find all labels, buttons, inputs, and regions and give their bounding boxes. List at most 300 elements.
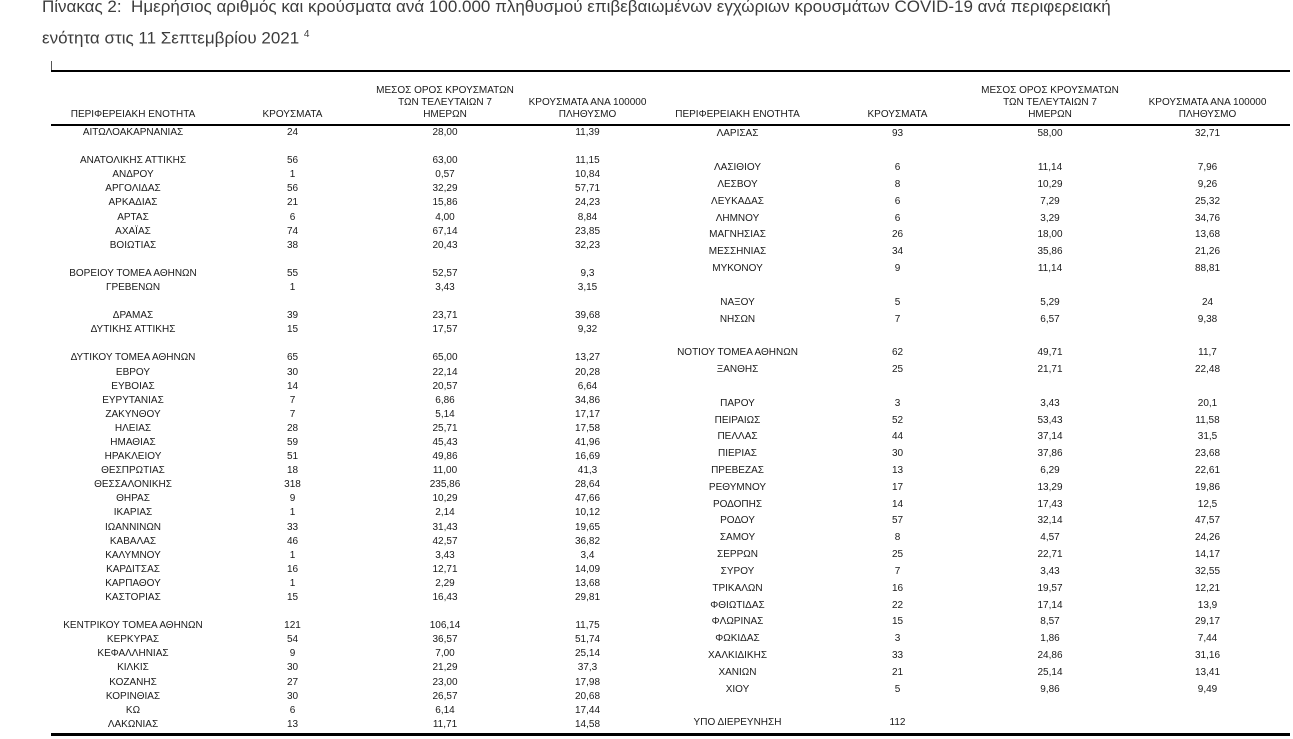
avg7-cell: 7,29: [1040, 195, 1060, 207]
region-name-cell: ΚΟΖΑΝΗΣ: [109, 676, 157, 688]
region-name-cell: ΚΕΦΑΛΛΗΝΙΑΣ: [97, 648, 169, 660]
table-gap-row: [655, 328, 1290, 345]
cases-cell: [820, 379, 975, 396]
table-row: [51, 168, 655, 182]
per100k-cell: 39,68: [574, 310, 601, 322]
cases-cell: 7: [289, 408, 296, 420]
table-row: [655, 530, 1290, 547]
table-row: [655, 547, 1290, 564]
avg7-cell: 7,00: [435, 648, 455, 660]
table-row: [51, 661, 655, 675]
avg7-cell: [975, 698, 1125, 715]
footnote-marker: 4: [303, 29, 310, 40]
region-name-cell: ΠΕΛΛΑΣ: [717, 431, 758, 443]
avg7-cell: 5,29: [1040, 296, 1060, 308]
per100k-cell: 13,41: [1194, 666, 1221, 678]
region-name-cell: ΗΡΑΚΛΕΙΟΥ: [104, 451, 162, 463]
per100k-cell: 11,15: [575, 155, 600, 167]
per100k-cell: 16,69: [574, 451, 601, 463]
table-row: [655, 681, 1290, 698]
cases-cell: 121: [284, 620, 301, 632]
avg7-cell: 11,71: [432, 718, 458, 730]
per100k-cell: 19,86: [1194, 481, 1221, 493]
cases-cell: [215, 140, 370, 154]
avg7-cell: [975, 379, 1125, 396]
region-name-cell: ΛΑΚΩΝΙΑΣ: [107, 718, 159, 730]
cases-cell: 22: [891, 599, 904, 611]
header-per100k: ΚΡΟΥΣΜΑΤΑ ΑΝΑ 100000 ΠΛΗΘΥΣΜΟ: [520, 72, 655, 125]
table-row: [655, 631, 1290, 648]
per100k-cell: 11,7: [1198, 347, 1217, 359]
avg7-cell: 67,14: [432, 225, 458, 237]
per100k-cell: [520, 140, 655, 154]
region-name-cell: ΘΕΣΣΑΛΟΝΙΚΗΣ: [94, 479, 172, 491]
region-name-cell: ΑΝΑΤΟΛΙΚΗΣ ΑΤΤΙΚΗΣ: [79, 155, 187, 167]
cases-cell: 8: [894, 532, 901, 544]
region-name-cell: ΕΒΡΟΥ: [115, 366, 151, 378]
per100k-cell: 20,1: [1197, 397, 1218, 409]
table-row: [51, 125, 655, 140]
cases-cell: 9: [289, 493, 296, 505]
avg7-cell: 0,57: [435, 169, 455, 181]
table-row: [655, 463, 1290, 480]
header-avg7: ΜΕΣΟΣ ΟΡΟΣ ΚΡΟΥΣΜΑΤΩΝ ΤΩΝ ΤΕΛΕΥΤΑΙΩΝ 7 ΗΜΕΡΩΝ: [370, 72, 520, 125]
table-row: [655, 160, 1290, 177]
region-name-cell: ΑΡΤΑΣ: [117, 211, 149, 223]
table-row: [655, 715, 1290, 732]
cases-cell: 3: [894, 633, 901, 645]
per100k-cell: 3,4: [580, 549, 595, 561]
per100k-cell: [520, 337, 655, 351]
cases-cell: 1: [289, 549, 296, 561]
per100k-cell: 25,32: [1194, 195, 1221, 207]
cases-cell: 62: [891, 347, 904, 359]
per100k-cell: 12,5: [1197, 498, 1218, 510]
cases-cell: 55: [286, 267, 299, 279]
per100k-cell: 17,44: [574, 704, 601, 716]
table-row: [51, 436, 655, 450]
table-row: [655, 227, 1290, 244]
avg7-cell: 2,14: [435, 507, 455, 519]
cases-cell: 30: [286, 662, 299, 674]
table-row: [51, 535, 655, 549]
region-name-cell: ΛΑΣΙΘΙΟΥ: [714, 162, 761, 174]
cases-cell: 57: [891, 515, 904, 527]
per100k-cell: 31,5: [1197, 431, 1218, 443]
avg7-cell: 49,86: [432, 451, 458, 463]
avg7-cell: [975, 715, 1125, 732]
cases-cell: 26: [891, 229, 904, 241]
avg7-cell: 10,29: [432, 493, 458, 505]
region-name-cell: ΥΠΟ ΔΙΕΡΕΥΝΗΣΗ: [693, 717, 782, 729]
cases-cell: 52: [891, 414, 904, 426]
region-name-cell: ΚΑΡΠΑΘΟΥ: [105, 577, 161, 589]
per100k-cell: 11,58: [1195, 414, 1220, 426]
avg7-cell: [370, 337, 520, 351]
cases-cell: 56: [286, 183, 299, 195]
avg7-cell: 32,29: [432, 183, 458, 195]
avg7-cell: 18,00: [1037, 229, 1063, 241]
region-name-cell: ΚΩ: [125, 704, 141, 716]
per100k-cell: 14,58: [574, 718, 601, 730]
cases-cell: 13: [286, 718, 299, 730]
per100k-cell: [1125, 715, 1290, 732]
region-name-cell: ΑΡΓΟΛΙΔΑΣ: [105, 183, 161, 195]
region-name-cell: ΜΥΚΟΝΟΥ: [712, 263, 763, 275]
per100k-cell: 41,3: [577, 465, 598, 477]
cases-cell: 74: [286, 225, 299, 237]
region-name-cell: ΝΟΤΙΟΥ ΤΟΜΕΑ ΑΘΗΝΩΝ: [677, 347, 798, 359]
avg7-cell: 4,57: [1040, 532, 1060, 544]
per100k-cell: 9,3: [580, 267, 595, 279]
region-name-cell: ΛΕΣΒΟΥ: [717, 179, 758, 190]
region-name-cell: ΦΩΚΙΔΑΣ: [715, 633, 760, 645]
avg7-cell: 11,14: [1037, 162, 1063, 174]
per100k-cell: 37,3: [577, 662, 598, 674]
avg7-cell: 6,86: [435, 394, 455, 406]
region-name-cell: ΘΗΡΑΣ: [116, 493, 150, 505]
table-row: [51, 366, 655, 380]
table-row: [655, 261, 1290, 278]
region-name-cell: ΒΟΙΩΤΙΑΣ: [109, 239, 157, 251]
cases-cell: 27: [286, 676, 299, 688]
avg7-cell: 11,00: [432, 465, 458, 477]
region-name-cell: ΚΕΝΤΡΙΚΟΥ ΤΟΜΕΑ ΑΘΗΝΩΝ: [63, 620, 203, 632]
avg7-cell: 3,43: [435, 282, 455, 293]
per100k-cell: 41,96: [574, 437, 601, 448]
cases-cell: 30: [286, 690, 299, 702]
per100k-cell: 11,75: [575, 620, 600, 632]
region-name-cell: ΓΡΕΒΕΝΩΝ: [105, 282, 161, 293]
avg7-cell: 106,14: [429, 620, 461, 632]
per100k-cell: 57,71: [574, 183, 601, 195]
table-row: [655, 193, 1290, 210]
table-row: [51, 154, 655, 168]
per100k-cell: 24: [1201, 296, 1214, 308]
cases-cell: 21: [891, 666, 904, 678]
per100k-cell: 21,26: [1194, 246, 1221, 258]
table-row: [51, 196, 655, 210]
cases-cell: 33: [891, 650, 904, 662]
region-name-cell: ΔΥΤΙΚΟΥ ΤΟΜΕΑ ΑΘΗΝΩΝ: [70, 352, 196, 364]
cases-cell: 30: [891, 448, 904, 460]
table-row: [655, 564, 1290, 581]
avg7-cell: [370, 295, 520, 309]
avg7-cell: 25,71: [432, 422, 458, 434]
cases-cell: 28: [286, 422, 299, 434]
cases-cell: 5: [894, 296, 901, 308]
per100k-cell: [1125, 379, 1290, 396]
region-name-cell: ΛΑΡΙΣΑΣ: [716, 128, 759, 140]
table-row: [51, 704, 655, 718]
region-name-cell: ΑΝΔΡΟΥ: [112, 169, 154, 181]
cases-cell: 39: [286, 310, 299, 322]
table-title-line1: Πίνακας 2: Ημερήσιος αριθμός και κρούσματα ανά 100.000 πληθυσμού επιβεβαιωμένων εγχώριων κρουσμάτων COVID-19 ανά περιφερειακή: [42, 0, 1111, 16]
cases-cell: 21: [286, 197, 299, 209]
per100k-cell: 22,48: [1194, 364, 1221, 376]
cases-cell: 3: [894, 397, 901, 409]
avg7-cell: 20,57: [432, 380, 458, 392]
region-name-cell: [655, 698, 820, 715]
cases-cell: 33: [286, 521, 299, 533]
avg7-cell: 25,14: [1037, 666, 1063, 678]
per100k-cell: [520, 605, 655, 619]
region-name-cell: ΑΧΑΪΑΣ: [115, 225, 151, 237]
table-row: [655, 294, 1290, 311]
table-row: [51, 408, 655, 422]
table-gap-row: [655, 278, 1290, 295]
table-row: [51, 690, 655, 704]
avg7-cell: 37,14: [1037, 431, 1063, 443]
region-name-cell: ΔΥΤΙΚΗΣ ΑΤΤΙΚΗΣ: [90, 324, 176, 336]
region-name-cell: ΧΙΟΥ: [725, 683, 750, 695]
region-name-cell: ΕΥΡΥΤΑΝΙΑΣ: [102, 394, 164, 406]
per100k-cell: 14,09: [574, 563, 601, 575]
avg7-cell: 53,43: [1037, 414, 1063, 426]
table-row: [51, 323, 655, 337]
per100k-cell: [520, 295, 655, 309]
header-cases: ΚΡΟΥΣΜΑΤΑ: [215, 72, 370, 125]
cases-cell: [215, 605, 370, 619]
avg7-cell: 52,57: [432, 267, 458, 279]
table-gap-row: [51, 253, 655, 267]
avg7-cell: 16,43: [432, 592, 458, 604]
region-name-cell: ΚΑΒΑΛΑΣ: [109, 535, 157, 547]
avg7-cell: 21,71: [1037, 364, 1063, 376]
cases-cell: 1: [289, 577, 296, 589]
table-row: [655, 429, 1290, 446]
table-gap-row: [655, 698, 1290, 715]
per100k-cell: 19,65: [574, 521, 601, 533]
table-row: [51, 549, 655, 563]
table-row: [655, 362, 1290, 379]
per100k-cell: 32,71: [1194, 128, 1221, 140]
table-row: [51, 309, 655, 323]
per100k-cell: 9,38: [1197, 313, 1218, 325]
region-name-cell: ΤΡΙΚΑΛΩΝ: [712, 582, 763, 594]
avg7-cell: 65,00: [432, 352, 458, 364]
avg7-cell: 9,86: [1040, 683, 1060, 695]
table-row: [655, 412, 1290, 429]
avg7-cell: 58,00: [1037, 128, 1063, 140]
cases-cell: 17: [891, 481, 904, 493]
table-row: [51, 577, 655, 591]
table-row: [51, 380, 655, 394]
per100k-cell: 88,81: [1194, 263, 1221, 275]
region-name-cell: ΚΑΡΔΙΤΣΑΣ: [106, 563, 160, 575]
table-row: [51, 450, 655, 464]
table-row: [51, 492, 655, 506]
avg7-cell: 4,00: [435, 211, 455, 223]
region-name-cell: ΦΘΙΩΤΙΔΑΣ: [710, 599, 765, 611]
avg7-cell: 3,29: [1040, 212, 1060, 224]
table-row: [655, 125, 1290, 143]
cases-cell: 15: [286, 592, 299, 604]
avg7-cell: 23,00: [432, 676, 458, 688]
region-name-cell: ΠΡΕΒΕΖΑΣ: [711, 464, 764, 476]
table-row: [655, 446, 1290, 463]
table-header-left: [51, 72, 655, 125]
region-name-cell: ΚΕΡΚΥΡΑΣ: [106, 634, 160, 646]
table-gap-row: [51, 605, 655, 619]
region-name-cell: ΦΛΩΡΙΝΑΣ: [711, 616, 764, 628]
avg7-cell: [975, 143, 1125, 160]
table-row: [655, 665, 1290, 682]
table-title-line2: ενότητα στις 11 Σεπτεμβρίου 2021 $^4$: [42, 28, 310, 48]
per100k-cell: [1125, 143, 1290, 160]
region-name-cell: ΠΙΕΡΙΑΣ: [718, 448, 757, 460]
per100k-cell: 28,64: [574, 479, 601, 491]
table-row: [51, 676, 655, 690]
avg7-cell: 22,71: [1037, 549, 1063, 561]
region-name-cell: [51, 295, 215, 309]
region-name-cell: ΗΛΕΙΑΣ: [114, 422, 152, 434]
per100k-cell: 17,58: [574, 422, 601, 434]
region-name-cell: ΙΚΑΡΙΑΣ: [113, 507, 153, 519]
left-edge-tick: [51, 61, 52, 70]
region-name-cell: ΞΑΝΘΗΣ: [716, 364, 759, 376]
region-name-cell: ΧΑΝΙΩΝ: [718, 666, 757, 678]
table-row: [51, 506, 655, 520]
region-name-cell: ΛΗΜΝΟΥ: [715, 212, 760, 224]
per100k-cell: 29,81: [574, 592, 601, 604]
table-row: [51, 563, 655, 577]
table-bottom-rule: [51, 733, 1290, 736]
avg7-cell: 19,57: [1037, 582, 1063, 594]
avg7-cell: 36,57: [432, 634, 458, 646]
header-region: ΠΕΡΙΦΕΡΕΙΑΚΗ ΕΝΟΤΗΤΑ: [655, 72, 820, 125]
table-row: [655, 177, 1290, 194]
per100k-cell: 47,66: [574, 493, 601, 505]
header-cases: ΚΡΟΥΣΜΑΤΑ: [820, 72, 975, 125]
cases-cell: 34: [891, 246, 904, 258]
table-row: [51, 394, 655, 408]
cases-cell: 16: [891, 582, 904, 594]
per100k-cell: 14,17: [1194, 549, 1221, 561]
cases-cell: 7: [894, 565, 901, 577]
table-row: [51, 591, 655, 605]
avg7-cell: 1,86: [1040, 633, 1060, 645]
per100k-cell: [1125, 278, 1290, 295]
cases-cell: 6: [289, 704, 296, 716]
per100k-cell: 10,84: [574, 169, 601, 181]
cases-cell: 93: [891, 128, 904, 140]
cases-cell: 18: [286, 465, 299, 477]
avg7-cell: 21,29: [432, 662, 458, 674]
per100k-cell: 13,27: [574, 352, 601, 364]
avg7-cell: 42,57: [432, 535, 458, 547]
table-row: [51, 239, 655, 253]
per100k-cell: 8,84: [577, 211, 598, 223]
table-body-right: [655, 125, 1290, 732]
cases-cell: 318: [284, 479, 301, 491]
avg7-cell: 63,00: [432, 155, 458, 167]
avg7-cell: 32,14: [1037, 515, 1063, 527]
per100k-cell: 24,23: [574, 197, 601, 209]
cases-cell: [215, 253, 370, 267]
table-row: [655, 244, 1290, 261]
region-name-cell: [51, 253, 215, 267]
table-row: [51, 718, 655, 732]
per100k-cell: [520, 253, 655, 267]
avg7-cell: 24,86: [1037, 650, 1063, 662]
region-name-cell: ΜΑΓΝΗΣΙΑΣ: [709, 229, 766, 241]
cases-cell: 13: [891, 464, 904, 476]
region-name-cell: ΖΑΚΥΝΘΟΥ: [105, 408, 161, 420]
region-name-cell: ΙΩΑΝΝΙΝΩΝ: [104, 521, 162, 533]
cases-cell: 7: [894, 313, 901, 325]
per100k-cell: 3,15: [577, 282, 598, 293]
region-name-cell: ΛΕΥΚΑΔΑΣ: [711, 195, 764, 207]
region-name-cell: ΑΙΤΩΛΟΑΚΑΡΝΑΝΙΑΣ: [82, 127, 184, 138]
cases-cell: 25: [891, 549, 904, 561]
avg7-cell: [370, 140, 520, 154]
table-gap-row: [51, 337, 655, 351]
avg7-cell: 3,43: [435, 549, 455, 561]
avg7-cell: [370, 605, 520, 619]
cases-cell: 44: [891, 431, 904, 443]
avg7-cell: 6,29: [1040, 464, 1060, 476]
avg7-cell: 3,43: [1040, 397, 1060, 409]
avg7-cell: [975, 278, 1125, 295]
table-row: [51, 211, 655, 225]
cases-cell: [820, 278, 975, 295]
per100k-cell: 17,98: [574, 676, 601, 688]
region-name-cell: ΜΕΣΣΗΝΙΑΣ: [708, 246, 767, 258]
cases-cell: 1: [289, 282, 296, 293]
table-row: [51, 633, 655, 647]
per100k-cell: 31,16: [1194, 650, 1221, 662]
cases-cell: 7: [289, 394, 296, 406]
table-row: [655, 311, 1290, 328]
avg7-cell: 12,71: [432, 563, 458, 575]
per100k-cell: 25,14: [574, 648, 601, 660]
avg7-cell: 22,14: [432, 366, 458, 378]
region-name-cell: ΡΟΔΟΠΗΣ: [712, 498, 763, 510]
table-gap-row: [51, 295, 655, 309]
per100k-cell: 13,68: [574, 577, 601, 589]
avg7-cell: 17,43: [1037, 498, 1063, 510]
table-row: [655, 210, 1290, 227]
avg7-cell: 10,29: [1037, 179, 1063, 190]
cases-cell: 14: [286, 380, 299, 392]
region-name-cell: ΣΑΜΟΥ: [719, 532, 756, 544]
cases-cell: 112: [889, 717, 906, 729]
region-name-cell: [51, 337, 215, 351]
region-name-cell: ΔΡΑΜΑΣ: [112, 310, 154, 322]
per100k-cell: 24,26: [1194, 532, 1221, 544]
avg7-cell: [975, 328, 1125, 345]
region-name-cell: ΝΑΞΟΥ: [720, 296, 755, 308]
avg7-cell: 37,86: [1037, 448, 1063, 460]
table-title: [42, 0, 1293, 53]
avg7-cell: 2,29: [435, 577, 455, 589]
per100k-cell: 23,85: [574, 225, 601, 237]
avg7-cell: 23,71: [432, 310, 458, 322]
cases-cell: 24: [286, 127, 299, 138]
avg7-cell: 35,86: [1037, 246, 1063, 258]
avg7-cell: 3,43: [1040, 565, 1060, 577]
header-row: [655, 72, 1290, 125]
cases-cell: 14: [891, 498, 904, 510]
avg7-cell: 26,57: [432, 690, 458, 702]
per100k-cell: 11,39: [575, 127, 600, 138]
avg7-cell: 5,14: [435, 408, 455, 420]
per100k-cell: 7,96: [1197, 162, 1218, 174]
avg7-cell: 20,43: [432, 239, 458, 251]
table-row: [655, 513, 1290, 530]
table-row: [655, 614, 1290, 631]
